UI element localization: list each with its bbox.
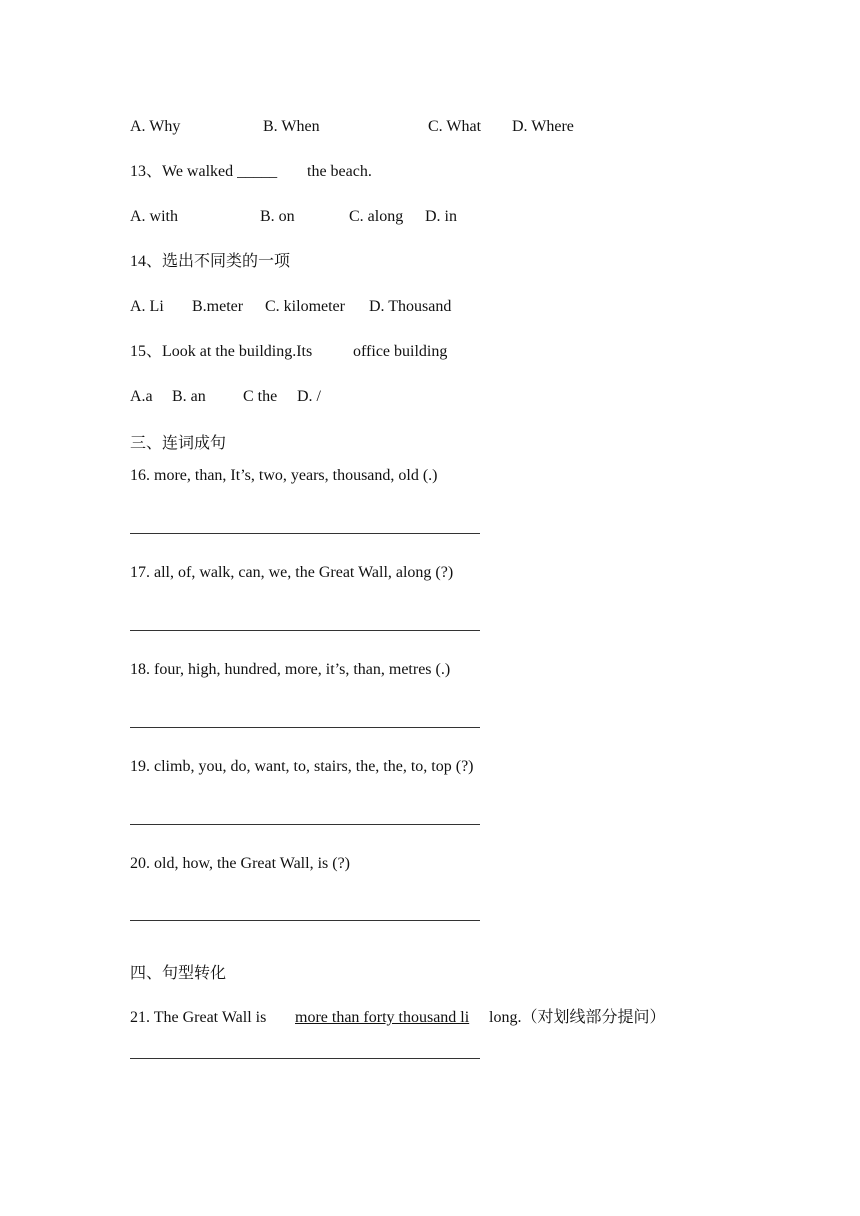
q21-underlined-phrase: more than forty thousand li (295, 1009, 470, 1026)
q13-option-d: D. in (425, 208, 457, 225)
q13-option-a: A. with (130, 208, 178, 225)
section3-heading: 三、连词成句 (130, 433, 227, 452)
q13-option-b: B. on (260, 208, 295, 225)
q15-option-c: C the (243, 388, 278, 405)
q15-option-a: A.a (130, 388, 153, 405)
q13-option-c: C. along (349, 208, 404, 225)
q15-option-d: D. / (297, 388, 321, 405)
q12-option-d: D. Where (512, 118, 574, 135)
q15-stem-part-a: 15、Look at the building.Its (130, 343, 313, 360)
section4-heading: 四、句型转化 (130, 963, 227, 982)
q18-answer-line (130, 727, 480, 728)
q15-stem-part-b: office building (353, 343, 448, 360)
q21-prompt-part-a: 21. The Great Wall is (130, 1009, 267, 1026)
q21-prompt-part-b: long.（对划线部分提问） (489, 1009, 666, 1026)
q19-answer-line (130, 824, 480, 825)
q18-prompt: 18. four, high, hundred, more, it’s, than, metres (.) (130, 661, 451, 678)
q14-stem: 14、选出不同类的一项 (130, 253, 291, 270)
q12-option-a: A. Why (130, 118, 181, 135)
q14-option-c: C. kilometer (265, 298, 345, 315)
q15-option-b: B. an (172, 388, 206, 405)
q19-prompt: 19. climb, you, do, want, to, stairs, the, the, to, top (?) (130, 758, 474, 775)
q14-option-b: B.meter (192, 298, 244, 315)
q12-option-c: C. What (428, 118, 482, 135)
q16-answer-line (130, 533, 480, 534)
q13-stem-part-b: the beach. (307, 163, 372, 180)
q12-option-b: B. When (263, 118, 320, 135)
q13-stem-part-a: 13、We walked _____ (130, 163, 278, 180)
q17-answer-line (130, 630, 480, 631)
q21-answer-line (130, 1058, 480, 1059)
q20-answer-line (130, 920, 480, 921)
q17-prompt: 17. all, of, walk, can, we, the Great Wall, along (?) (130, 564, 454, 581)
q14-option-d: D. Thousand (369, 298, 452, 315)
q16-prompt: 16. more, than, It’s, two, years, thousand, old (.) (130, 467, 438, 484)
q20-prompt: 20. old, how, the Great Wall, is (?) (130, 855, 350, 872)
q14-option-a: A. Li (130, 298, 164, 315)
